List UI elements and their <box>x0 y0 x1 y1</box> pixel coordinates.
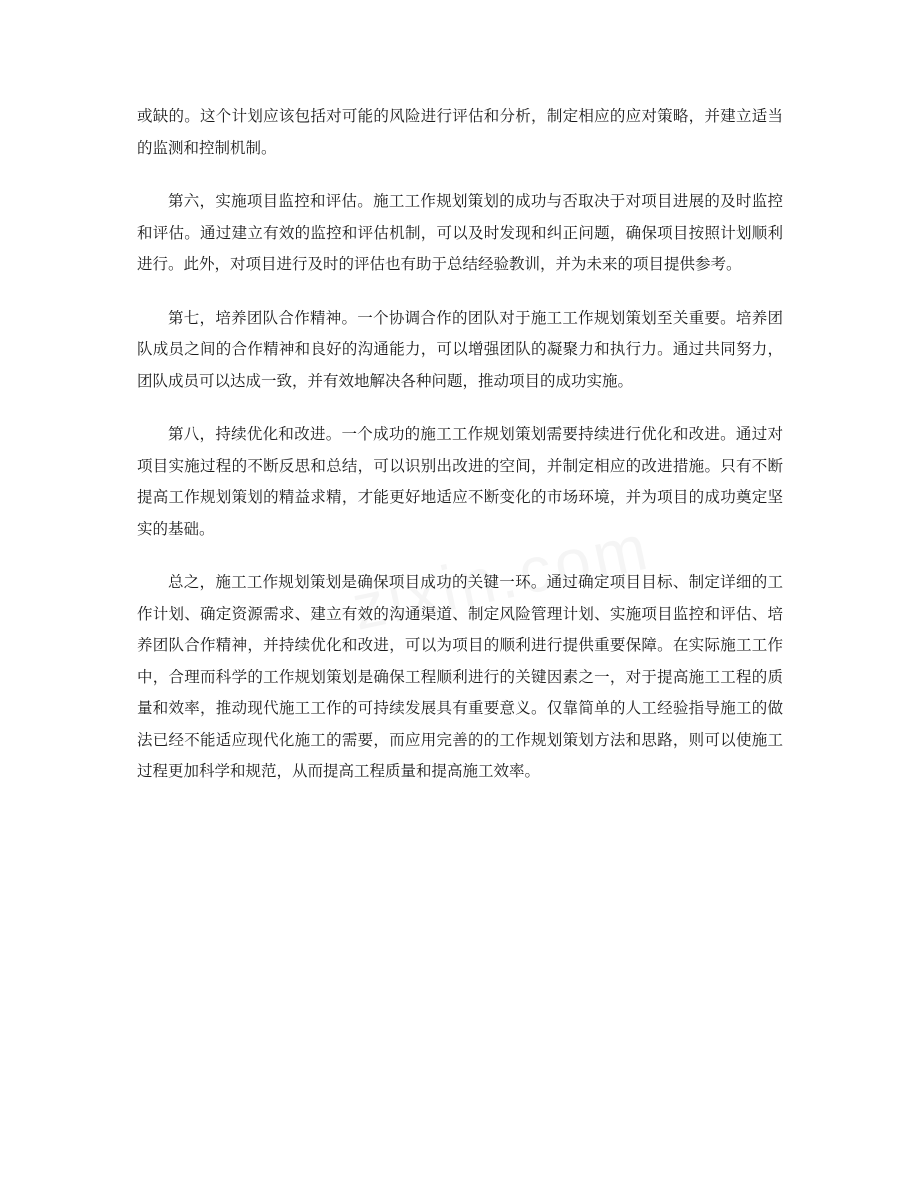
paragraph-seventh-point: 第七，培养团队合作精神。一个协调合作的团队对于施工工作规划策划至关重要。培养团队成员之间的合作精神和良好的沟通能力，可以增强团队的凝聚力和执行力。通过共同努力，团队成员可以达成一致，并有效地解决各种问题，推动项目的成功实施。 <box>137 308 783 390</box>
document-body <box>137 101 783 810</box>
paragraph-continuation: 或缺的。这个计划应该包括对可能的风险进行评估和分析，制定相应的应对策略，并建立适当的监测和控制机制。 <box>137 107 783 157</box>
paragraph-eighth-point: 第八，持续优化和改进。一个成功的施工工作规划策划需要持续进行优化和改进。通过对项目实施过程的不断反思和总结，可以识别出改进的空间，并制定相应的改进措施。只有不断提高工作规划策划的精益求精，才能更好地适应不断变化的市场环境，并为项目的成功奠定坚实的基础。 <box>137 425 783 538</box>
paragraph-conclusion: 总之，施工工作规划策划是确保项目成功的关键一环。通过确定项目目标、制定详细的工作计划、确定资源需求、建立有效的沟通渠道、制定风险管理计划、实施项目监控和评估、培养团队合作精神，并持续优化和改进，可以为项目的顺利进行提供重要保障。在实际施工工作中，合理而科学的工作规划策划是确保工程顺利进行的关键因素之一，对于提高施工工程的质量和效率，推动现代施工工作的可持续发展具有重要意义。仅靠简单的人工经验指导施工的做法已经不能适应现代化施工的需要，而应用完善的的工作规划策划方法和思路，则可以使施工过程更加科学和规范，从而提高工程质量和提高施工效率。 <box>137 573 783 780</box>
paragraph-sixth-point: 第六，实施项目监控和评估。施工工作规划策划的成功与否取决于对项目进展的及时监控和评估。通过建立有效的监控和评估机制，可以及时发现和纠正问题，确保项目按照计划顺利进行。此外，对项目进行及时的评估也有助于总结经验教训，并为未来的项目提供参考。 <box>137 192 783 273</box>
